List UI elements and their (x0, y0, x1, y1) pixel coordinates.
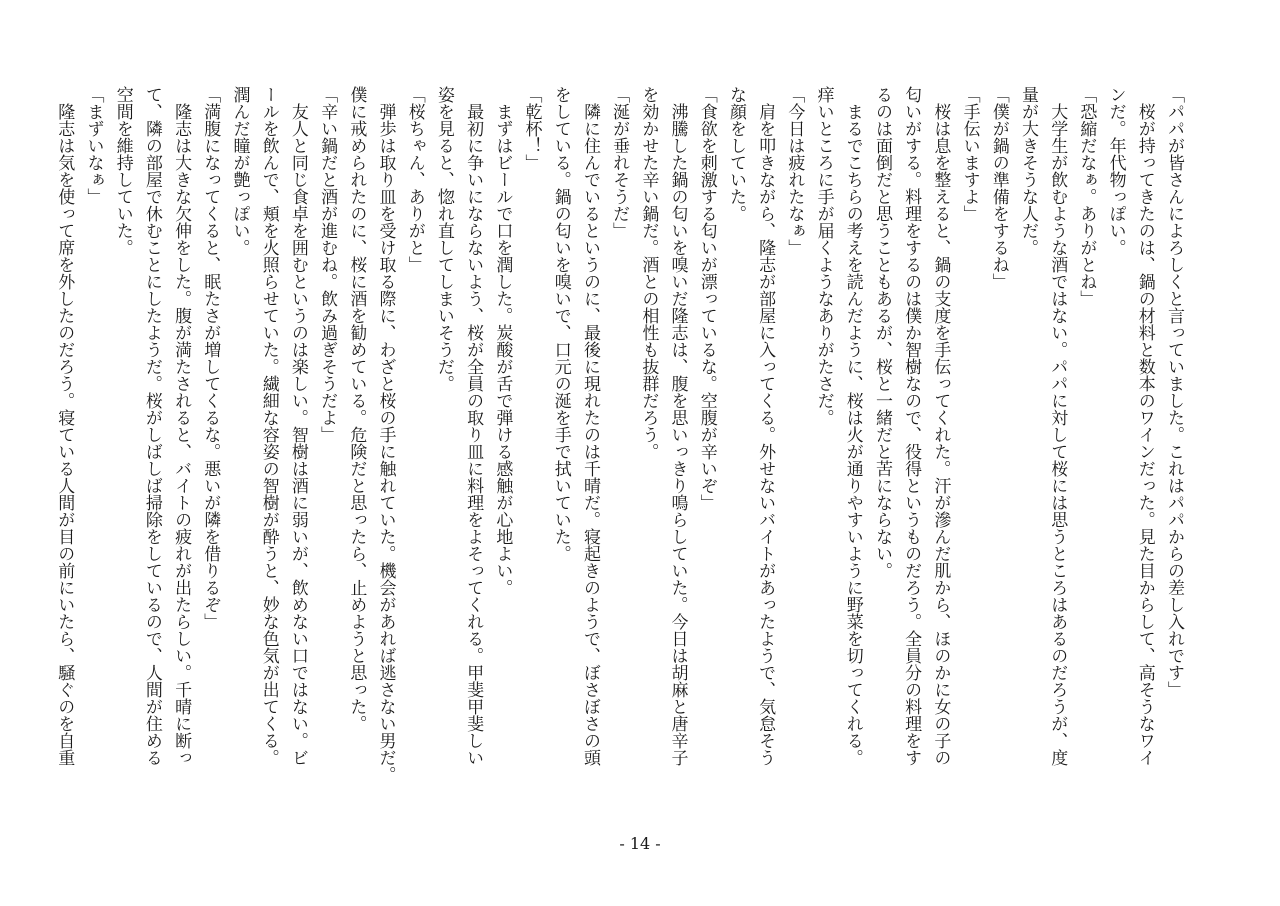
text-line: 潤んだ瞳が艶っぽい。 (229, 86, 250, 256)
text-line: まるでこちらの考えを読んだように、桜は火が通りやすいように野菜を切ってくれる。 (842, 86, 863, 766)
text-line: 「パパが皆さんによろしくと言っていました。これはパパからの差し入れです」 (1164, 86, 1184, 698)
text-line: 桜が持ってきたのは、鍋の材料と数本のワインだった。見た目からして、高そうなワイ (1134, 86, 1155, 766)
text-line: ンだ。年代物っぽい。 (1105, 86, 1126, 256)
text-line: 友人と同じ食卓を囲むというのは楽しい。智樹は酒に弱いが、飲めない口ではない。ビ (287, 86, 308, 766)
vertical-text-body (54, 86, 1188, 816)
text-line: 「涎が垂れそうだ」 (609, 86, 630, 239)
text-line: な顔をしていた。 (725, 86, 746, 222)
text-line: 最初に争いにならないよう、桜が全員の取り皿に料理をよそってくれる。甲斐甲斐しい (463, 86, 484, 766)
text-line: 隣に住んでいるというのに、最後に現れたのは千晴だ。寝起きのようで、ぼさぼさの頭 (579, 86, 600, 766)
text-line: て、隣の部屋で休むことにしたようだ。桜がしばしば掃除をしているので、人間が住める (141, 86, 162, 766)
text-line: まずはビールで口を潤した。炭酸が舌で弾ける感触が心地よい。 (492, 86, 513, 596)
text-line: 大学生が飲むような酒ではない。パパに対して桜には思うところはあるのだろうが、度 (1047, 86, 1068, 766)
text-line: を効かせた辛い鍋だ。酒との相性も抜群だろう。 (638, 86, 659, 460)
text-line: 痒いところに手が届くようなありがたさだ。 (813, 86, 834, 426)
text-line: 「満腹になってくると、眠たさが増してくるな。悪いが隣を借りるぞ」 (200, 86, 221, 630)
text-line: ールを飲んで、頬を火照らせていた。繊細な容姿の智樹が酔うと、妙な色気が出てくる。 (258, 86, 279, 766)
text-line: 隆志は大きな欠伸をした。腹が満たされると、バイトの疲れが出たらしい。千晴に断っ (171, 86, 192, 766)
text-line: 「桜ちゃん、ありがと」 (404, 86, 425, 273)
text-line: 「食欲を刺激する匂いが漂っているな。空腹が辛いぞ」 (696, 86, 717, 511)
text-line: 「今日は疲れたなぁ」 (784, 86, 805, 256)
text-line: 「手伝いますよ」 (959, 86, 980, 222)
text-line: るのは面倒だと思うこともあるが、桜と一緒だと苦にならない。 (871, 86, 892, 579)
text-line: 「まずいなぁ」 (83, 86, 104, 205)
text-line: 匂いがする。料理をするのは僕か智樹なので、役得というものだろう。全員分の料理をす (901, 86, 922, 766)
text-line: 「乾杯！」 (521, 86, 542, 171)
text-line: 「辛い鍋だと酒が進むね。飲み過ぎそうだよ」 (317, 86, 338, 443)
text-line: 量が大きそうな人だ。 (1017, 86, 1038, 256)
text-line: 姿を見ると、惚れ直してしまいそうだ。 (433, 86, 454, 392)
page-number: - 14 - (619, 834, 661, 853)
text-line: 弾歩は取り皿を受け取る際に、わざと桜の手に触れていた。機会があれば逃さない男だ。 (375, 86, 396, 783)
text-line: 空間を維持していた。 (112, 86, 133, 256)
text-line: 「恐縮だなぁ。ありがとね」 (1076, 86, 1097, 307)
text-line: 「僕が鍋の準備をするね」 (988, 86, 1009, 290)
text-line: をしている。鍋の匂いを嗅いで、口元の涎を手で拭いていた。 (550, 86, 571, 562)
text-line: 隆志は気を使って席を外したのだろう。寝ている人間が目の前にいたら、騒ぐのを自重 (54, 86, 75, 766)
text-line: 沸騰した鍋の匂いを嗅いだ隆志は、腹を思いっきり鳴らしていた。今日は胡麻と唐辛子 (667, 86, 688, 766)
text-line: 僕に戒められたのに、桜に酒を勧めている。危険だと思ったら、止めようと思った。 (346, 86, 367, 732)
text-line: 肩を叩きながら、隆志が部屋に入ってくる。外せないバイトがあったようで、気怠そう (755, 86, 776, 766)
text-line: 桜は息を整えると、鍋の支度を手伝ってくれた。汗が滲んだ肌から、ほのかに女の子の (930, 86, 951, 766)
